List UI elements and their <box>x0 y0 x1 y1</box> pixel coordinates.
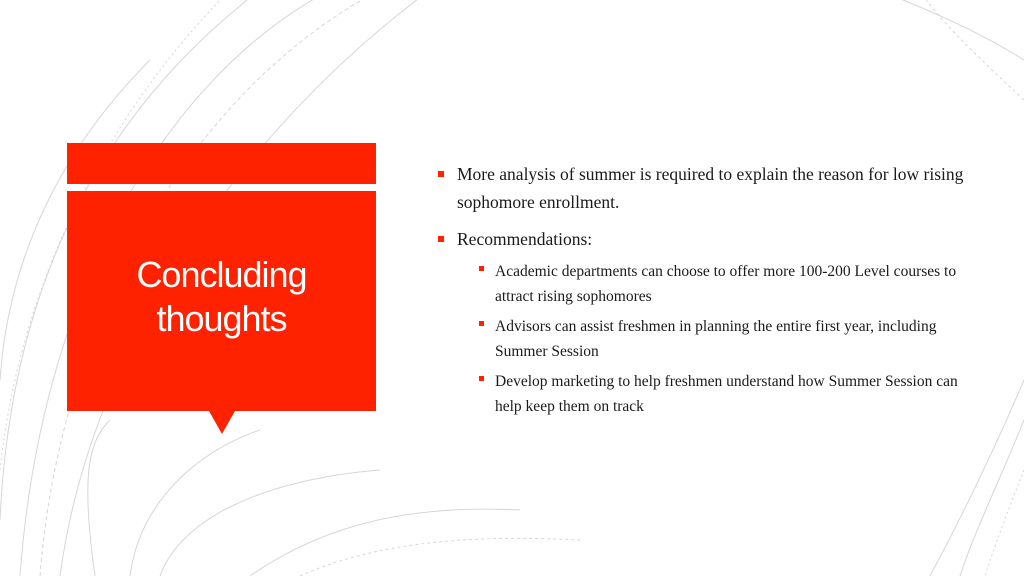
bullet-item <box>437 225 977 419</box>
bullet-text: Recommendations: <box>457 229 593 249</box>
square-bullet-icon <box>438 171 444 177</box>
title-panel-pointer <box>209 411 235 434</box>
slide-content <box>437 160 977 424</box>
sub-bullet-text: Advisors can assist freshmen in planning the entire first year, including Summer Session <box>495 318 937 360</box>
square-bullet-icon <box>438 236 444 242</box>
bullet-text: More analysis of summer is required to explain the reason for low rising sophomore enrollment. <box>457 164 964 212</box>
sub-bullet-text: Academic departments can choose to offer more 100-200 Level courses to attract rising sophomores <box>495 263 957 305</box>
bullet-item <box>437 160 977 216</box>
square-bullet-icon <box>479 321 484 326</box>
sub-bullet-item <box>457 369 977 419</box>
slide-title: Concluding thoughts <box>136 254 307 339</box>
sub-bullet-item <box>457 259 977 309</box>
square-bullet-icon <box>479 266 484 271</box>
accent-strip <box>67 143 376 184</box>
sub-bullet-item <box>457 314 977 364</box>
sub-bullet-text: Develop marketing to help freshmen understand how Summer Session can help keep them on track <box>495 373 958 415</box>
title-panel <box>67 191 376 411</box>
square-bullet-icon <box>479 376 484 381</box>
bullet-list <box>437 160 977 419</box>
sub-bullet-list <box>457 259 977 419</box>
